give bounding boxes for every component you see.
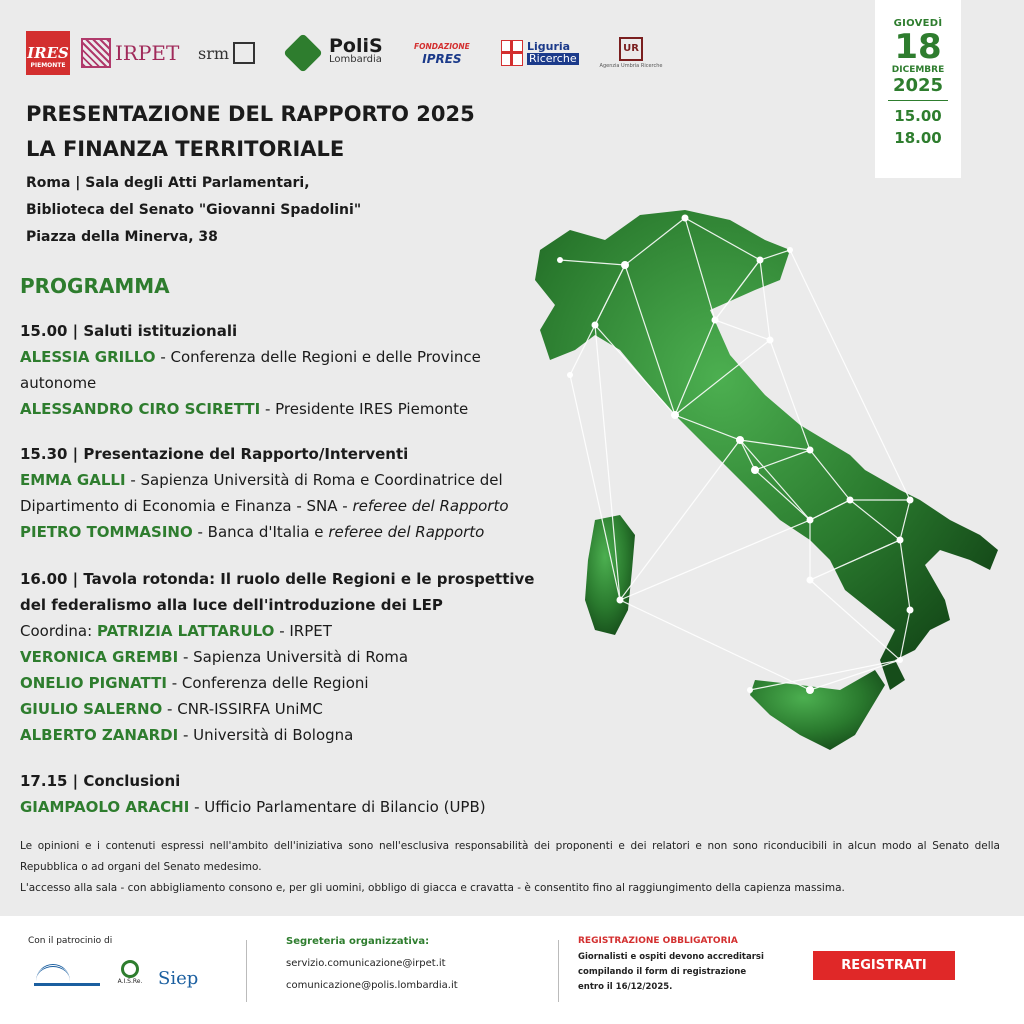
registration-info: Giornalisti e ospiti devono accreditarsi compilando il form di registrazione entro il 16/12/2025. <box>578 952 764 992</box>
sardinia <box>585 515 635 635</box>
irpet-logo: IRPET <box>81 30 191 76</box>
programma-heading: PROGRAMMA <box>20 274 170 298</box>
liguria-ricerche-logo: Liguria Ricerche <box>501 30 581 76</box>
ipres-logo: FONDAZIONE IPRES <box>414 42 470 66</box>
srm-logo: srm <box>198 30 278 76</box>
date-divider <box>888 100 948 101</box>
session-3-heading: 16.00 | Tavola rotonda: Il ruolo delle Regioni e le prospettive <box>20 570 535 588</box>
session-2-heading: 15.30 | Presentazione del Rapporto/Interventi <box>20 445 409 463</box>
speaker-alessandro-sciretti: ALESSANDRO CIRO SCIRETTI - Presidente IRES Piemonte <box>20 400 469 418</box>
sicily <box>750 670 885 750</box>
day: 18 <box>894 27 942 67</box>
speaker-pietro-tommasino: PIETRO TOMMASINO - Banca d'Italia e referee del Rapporto <box>20 523 485 541</box>
session-3-heading-2: del federalismo alla luce dell'introduzione dei LEP <box>20 596 443 614</box>
email-polis[interactable]: comunicazione@polis.lombardia.it <box>286 980 458 991</box>
weekday: GIOVEDÌ <box>893 18 943 29</box>
patrocinio-label: Con il patrocinio di <box>28 936 113 946</box>
speaker-alessia-grillo: ALESSIA GRILLO - Conferenza delle Regioni e delle Province <box>20 348 481 366</box>
conferenza-regioni-logo <box>34 964 104 986</box>
start-time: 15.00 <box>894 107 942 125</box>
aur-logo: UR Agenzia Umbria Ricerche <box>591 30 671 76</box>
italy-network-map <box>510 190 1010 760</box>
disclaimer <box>20 836 1000 899</box>
end-time: 18.00 <box>894 129 942 147</box>
partner-logos <box>26 30 686 76</box>
venue-line-3: Piazza della Minerva, 38 <box>26 229 218 245</box>
venue-line-2: Biblioteca del Senato "Giovanni Spadolini" <box>26 202 362 218</box>
event-subtitle: LA FINANZA TERRITORIALE <box>26 137 345 161</box>
siep-logo: Siep <box>158 968 199 989</box>
event-date-card <box>875 0 961 178</box>
month: DICEMBRE <box>891 65 945 75</box>
footer <box>0 916 1024 1024</box>
speaker-veronica-grembi: VERONICA GREMBI - Sapienza Università di Roma <box>20 648 409 666</box>
speaker-alessia-grillo-role: autonome <box>20 374 97 392</box>
footer-divider-2 <box>558 940 559 1002</box>
polis-logo: PoliS Lombardia <box>289 30 399 76</box>
registration-required-label: REGISTRAZIONE OBBLIGATORIA <box>578 936 738 946</box>
speaker-giulio-salerno: GIULIO SALERNO - CNR-ISSIRFA UniMC <box>20 700 323 718</box>
event-title: PRESENTAZIONE DEL RAPPORTO 2025 <box>26 102 475 126</box>
speaker-onelio-pignatti: ONELIO PIGNATTI - Conferenza delle Regioni <box>20 674 369 692</box>
disclaimer-access: L'accesso alla sala - con abbigliamento consono e, per gli uomini, obbligo di giacca e cravatta - è consentito fino al raggiungimento della capienza massima. <box>20 882 845 894</box>
aisre-logo: A.I.S.Re. <box>112 960 148 985</box>
venue-line-1: Roma | Sala degli Atti Parlamentari, <box>26 175 310 191</box>
session-4-heading: 17.15 | Conclusioni <box>20 772 181 790</box>
segreteria-label: Segreteria organizzativa: <box>286 936 430 947</box>
year: 2025 <box>892 75 944 96</box>
register-button[interactable]: REGISTRATI <box>813 951 955 980</box>
speaker-emma-galli: EMMA GALLI - Sapienza Università di Roma e Coordinatrice del <box>20 471 503 489</box>
speaker-giampaolo-arachi: GIAMPAOLO ARACHI - Ufficio Parlamentare di Bilancio (UPB) <box>20 798 486 816</box>
footer-divider-1 <box>246 940 247 1002</box>
speaker-alberto-zanardi: ALBERTO ZANARDI - Università di Bologna <box>20 726 354 744</box>
moderator-patrizia-lattarulo: Coordina: PATRIZIA LATTARULO - IRPET <box>20 622 332 640</box>
disclaimer-responsibility: Le opinioni e i contenuti espressi nell'ambito dell'iniziativa sono nell'esclusiva responsabilità dei proponenti e dei relatori e non sono riconducibili in alcun modo al Senato della Repubblica o ad organi del Senato medesimo. <box>20 840 1000 873</box>
speaker-emma-galli-role: Dipartimento di Economia e Finanza - SNA - referee del Rapporto <box>20 497 509 515</box>
session-1-heading: 15.00 | Saluti istituzionali <box>20 322 238 340</box>
email-irpet[interactable]: servizio.comunicazione@irpet.it <box>286 958 446 969</box>
ires-logo: IRES PIEMONTE <box>26 30 70 76</box>
